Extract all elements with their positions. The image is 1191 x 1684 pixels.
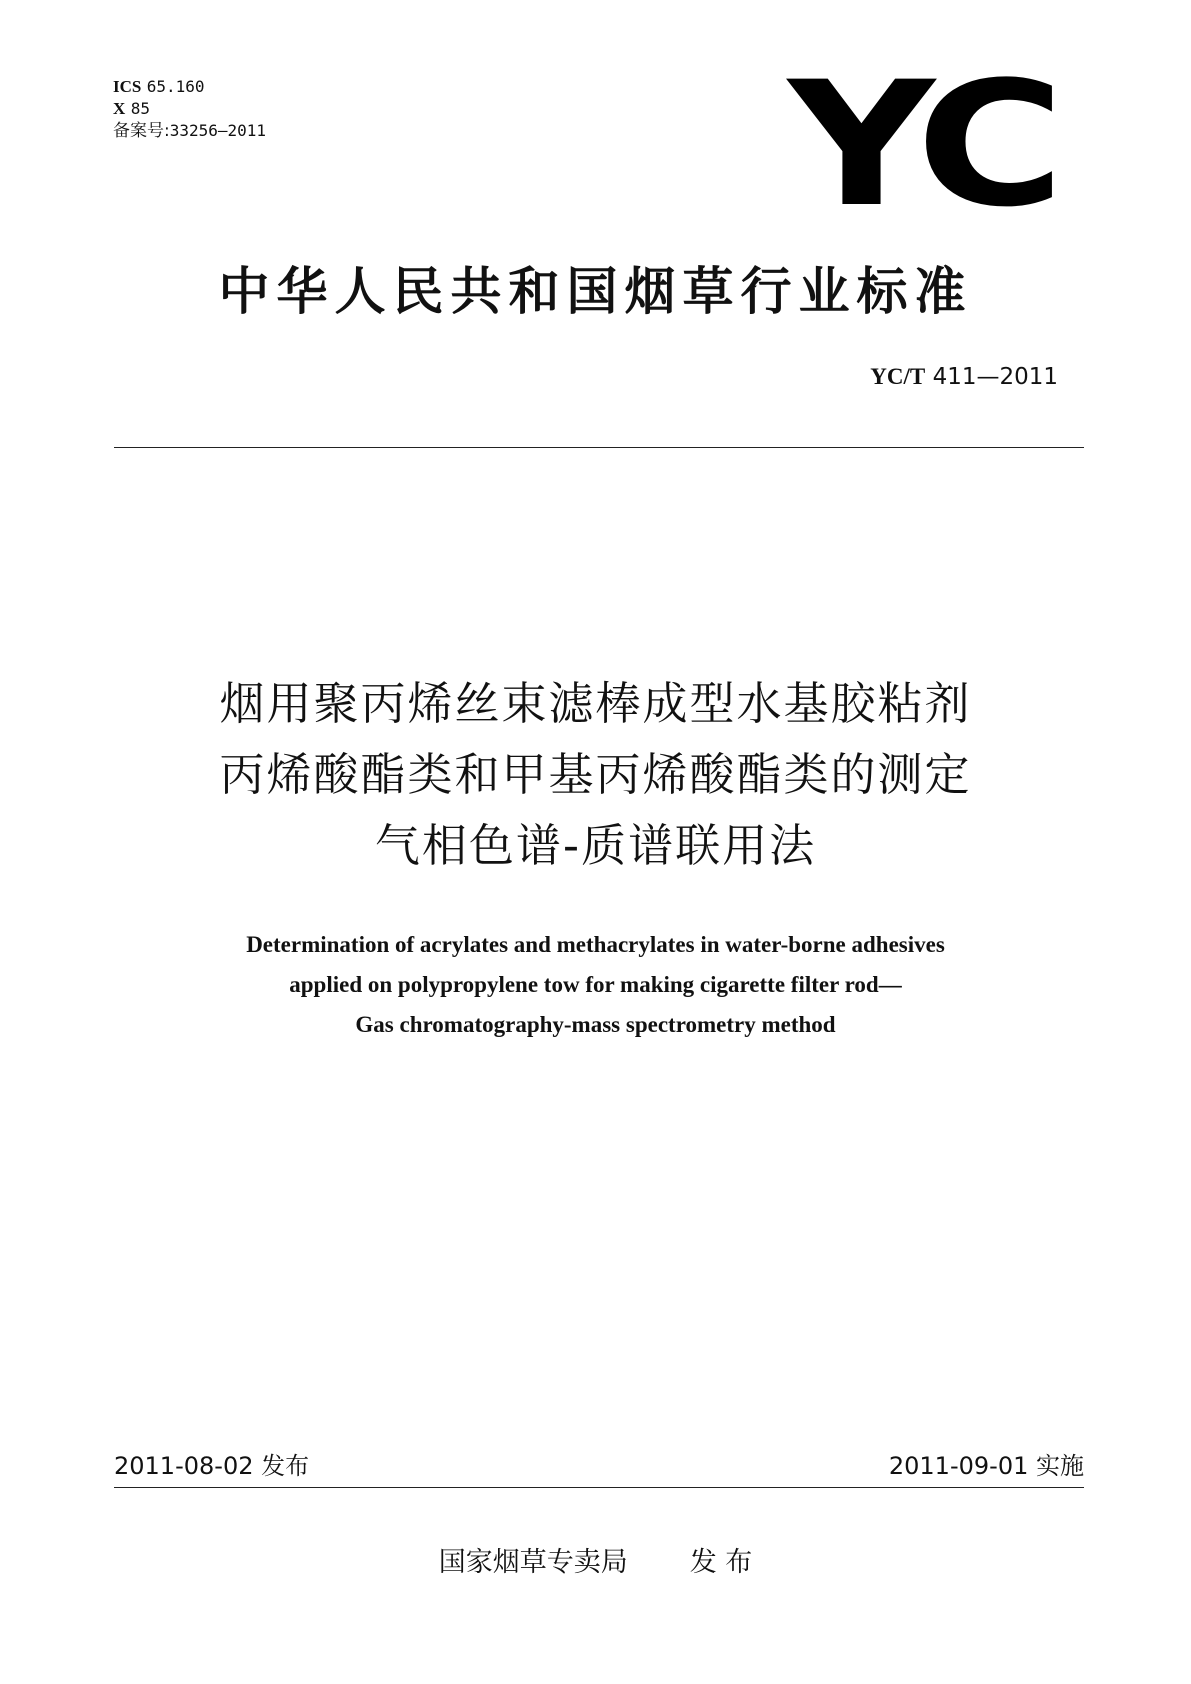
record-line xyxy=(113,120,266,142)
implementation-date xyxy=(889,1446,1084,1481)
yc-logo: YC xyxy=(788,44,1054,245)
chinese-title-line: 丙烯酸酯类和甲基丙烯酸酯类的测定 xyxy=(219,748,972,801)
record-value: 33256—2011 xyxy=(169,121,267,140)
publisher-line xyxy=(0,1540,1191,1579)
english-title-line: Determination of acrylates and methacrylates in water-borne adhesives xyxy=(246,932,945,957)
record-label: 备案号: xyxy=(113,121,170,141)
implementation-label: 实施 xyxy=(1036,1452,1084,1480)
publisher-name: 国家烟草专卖局 xyxy=(438,1547,628,1578)
english-title-line: Gas chromatography-mass spectrometry method xyxy=(355,1012,836,1037)
chinese-title-line: 烟用聚丙烯丝束滤棒成型水基胶粘剂 xyxy=(219,677,972,730)
english-title-line: applied on polypropylene tow for making cigarette filter rod— xyxy=(289,972,902,997)
publisher-action: 发 布 xyxy=(689,1547,753,1578)
ccs-line xyxy=(113,98,266,120)
standard-number-value: 411—2011 xyxy=(932,364,1058,390)
ics-label: ICS xyxy=(113,77,142,96)
chinese-title xyxy=(0,668,1191,881)
implementation-date-value: 2011-09-01 xyxy=(888,1452,1029,1480)
english-title xyxy=(0,925,1191,1045)
standard-number-prefix: YC/T xyxy=(870,364,926,389)
ics-value: 65.160 xyxy=(146,77,205,96)
ccs-label: X xyxy=(113,99,126,118)
top-divider xyxy=(114,447,1084,448)
issue-date xyxy=(114,1446,309,1481)
ics-line xyxy=(113,76,266,98)
ccs-value: 85 xyxy=(130,99,150,118)
standard-number xyxy=(870,364,1058,390)
classification-block xyxy=(113,76,266,142)
chinese-title-line: 气相色谱-质谱联用法 xyxy=(374,819,817,872)
issue-label: 发布 xyxy=(261,1452,310,1480)
bottom-divider xyxy=(114,1487,1084,1488)
issue-date-value: 2011-08-02 xyxy=(114,1452,254,1480)
standard-category-title: 中华人民共和国烟草行业标准 xyxy=(218,263,973,322)
